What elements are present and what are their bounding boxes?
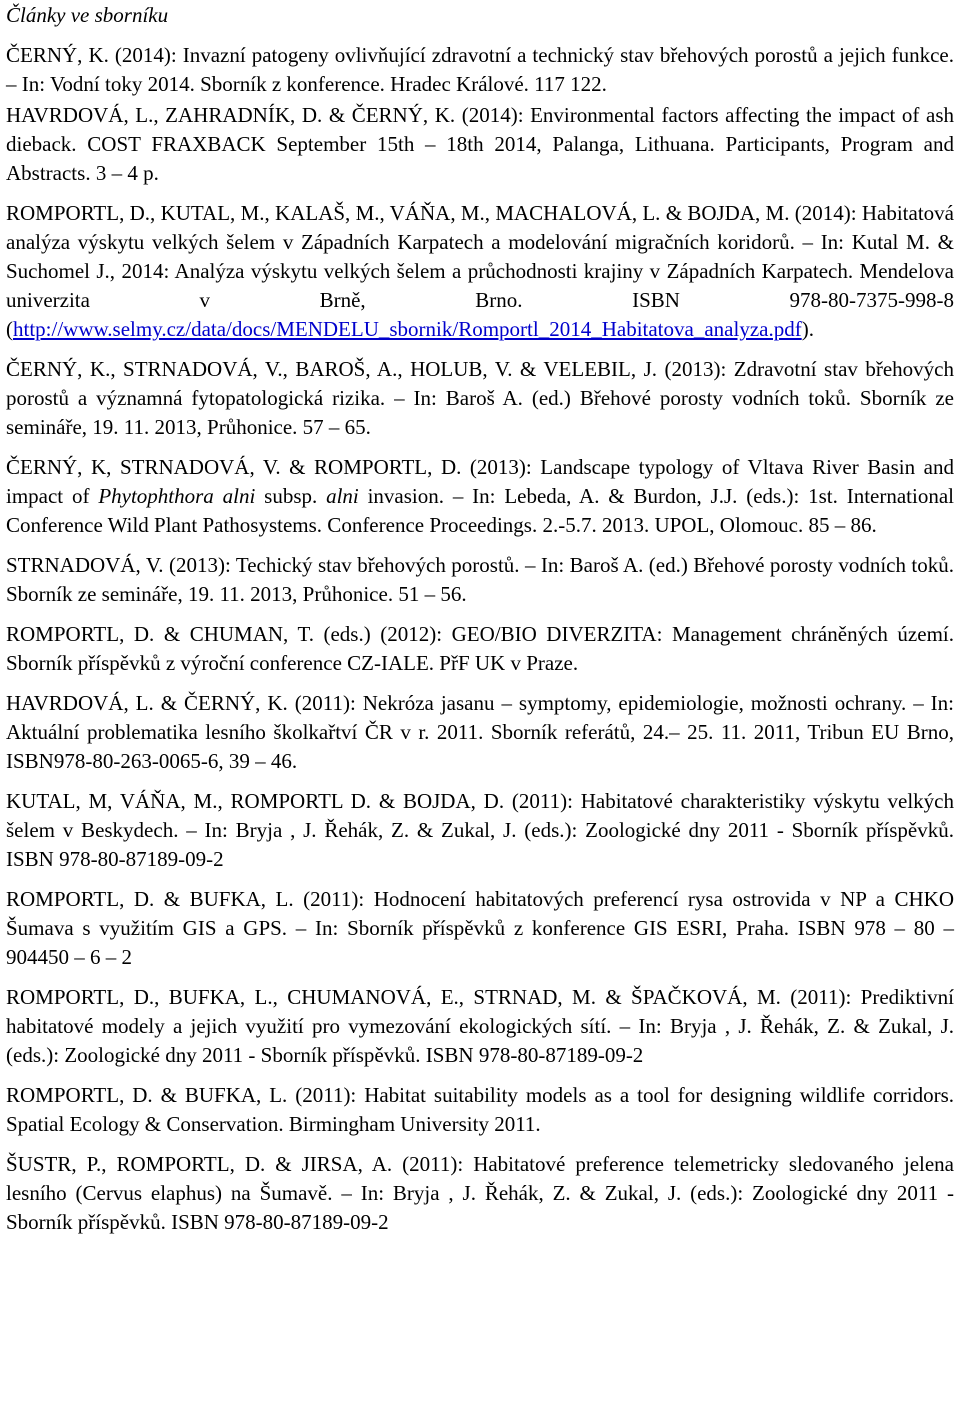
reference-entry: ČERNÝ, K., STRNADOVÁ, V., BAROŠ, A., HOLUB, V. & VELEBIL, J. (2013): Zdravotní stav břehových porostů a významná fytopatologická rizika. – In: Baroš A. (ed.) Břehové porosty vodních toků. Sborník ze semináře, 19. 11. 2013, Průhonice. 57 – 65.	[6, 357, 954, 439]
document-page	[0, 1, 960, 1411]
reference-entry: HAVRDOVÁ, L. & ČERNÝ, K. (2011): Nekróza jasanu – symptomy, epidemiologie, možnosti ochrany. – In: Aktuální problematika lesního školkařtví ČR v r. 2011. Sborník referátů, 24.– 25. 11. 2011, Tribun EU Brno, ISBN978-80-263-0065-6, 39 – 46.	[6, 691, 954, 773]
reference-entry	[6, 199, 954, 344]
reference-entry: ROMPORTL, D., BUFKA, L., CHUMANOVÁ, E., STRNAD, M. & ŠPAČKOVÁ, M. (2011): Prediktivní habitatové modely a jejich využití pro vymezování ekologických sítí. – In: Bryja , J. Řehák, Z. & Zukal, J. (eds.): Zoologické dny 2011 - Sborník příspěvků. ISBN 978-80-87189-09-2	[6, 985, 954, 1067]
species-name: Phytophthora alni	[98, 484, 256, 508]
reference-link[interactable]: http://www.selmy.cz/data/docs/MENDELU_sbornik/Romportl_2014_Habitatova_analyza.pdf	[13, 317, 802, 341]
reference-entry: ROMPORTL, D. & BUFKA, L. (2011): Habitat suitability models as a tool for designing wildlife corridors. Spatial Ecology & Conservation. Birmingham University 2011.	[6, 1083, 954, 1136]
reference-entry: KUTAL, M, VÁŇA, M., ROMPORTL D. & BOJDA, D. (2011): Habitatové charakteristiky výskytu velkých šelem v Beskydech. – In: Bryja , J. Řehák, Z. & Zukal, J. (eds.): Zoologické dny 2011 - Sborník příspěvků. ISBN 978-80-87189-09-2	[6, 789, 954, 871]
reference-text: invasion. – In: Lebeda, A. & Burdon, J.J. (eds.): 1st. International Conference Wild Plant Pathosystems. Conference Proceedings. 2.-5.7. 2013. UPOL, Olomouc. 85 – 86.	[6, 484, 954, 537]
subspecies-name: alni	[326, 484, 359, 508]
reference-text: subsp.	[255, 484, 327, 508]
reference-entry: ROMPORTL, D. & CHUMAN, T. (eds.) (2012): GEO/BIO DIVERZITA: Management chráněných území. Sborník příspěvků z výroční conference CZ-IALE. PřF UK v Praze.	[6, 622, 954, 675]
reference-entry: ČERNÝ, K. (2014): Invazní patogeny ovlivňující zdravotní a technický stav břehových porostů a jejich funkce. – In: Vodní toky 2014. Sborník z konference. Hradec Králové. 117 122.	[6, 43, 954, 96]
reference-entry: ROMPORTL, D. & BUFKA, L. (2011): Hodnocení habitatových preferencí rysa ostrovida v NP a CHKO Šumava s využitím GIS a GPS. – In: Sborník příspěvků z konference GIS ESRI, Praha. ISBN 978 – 80 – 904450 – 6 – 2	[6, 887, 954, 969]
section-heading: Články ve sborníku	[6, 3, 169, 27]
reference-entry: HAVRDOVÁ, L., ZAHRADNÍK, D. & ČERNÝ, K. (2014): Environmental factors affecting the impact of ash dieback. COST FRAXBACK September 15th – 18th 2014, Palanga, Lithuana. Participants, Program and Abstracts. 3 – 4 p.	[6, 103, 954, 185]
reference-entry: ŠUSTR, P., ROMPORTL, D. & JIRSA, A. (2011): Habitatové preference telemetricky sledovaného jelena lesního (Cervus elaphus) na Šumavě. – In: Bryja , J. Řehák, Z. & Zukal, J. (eds.): Zoologické dny 2011 - Sborník příspěvků. ISBN 978-80-87189-09-2	[6, 1152, 954, 1234]
reference-text-end: ).	[801, 317, 814, 341]
reference-text: ROMPORTL, D., KUTAL, M., KALAŠ, M., VÁŇA, M., MACHALOVÁ, L. & BOJDA, M. (2014): Habitatová analýza výskytu velkých šelem v Západních Karpatech a modelování migračních koridorů. – In: Kutal M. & Suchomel J., 2014: Analýza výskytu velkých šelem a průchodnosti krajiny v Západních Karpatech. Mendelova univerzita v Brně, Brno. ISBN 978-80-7375-998-8 (	[6, 201, 954, 341]
reference-entry: STRNADOVÁ, V. (2013): Techický stav břehových porostů. – In: Baroš A. (ed.) Břehové porosty vodních toků. Sborník ze semináře, 19. 11. 2013, Průhonice. 51 – 56.	[6, 553, 954, 606]
reference-text: ČERNÝ, K, STRNADOVÁ, V. & ROMPORTL, D. (2013): Landscape typology of Vltava River Basin and impact of	[6, 455, 954, 508]
reference-entry	[6, 453, 954, 540]
